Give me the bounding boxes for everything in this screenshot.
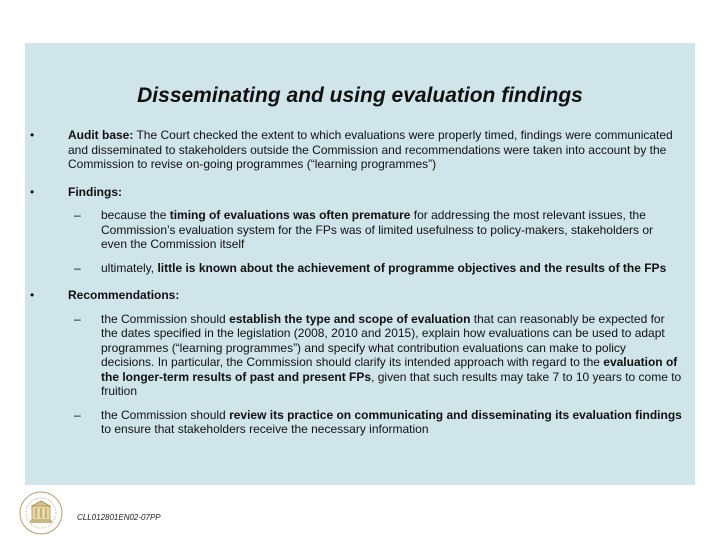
- rec-2-mid: to ensure that stakeholders receive the necessary information: [101, 422, 429, 436]
- rec-2-bold: review its practice on communicating and disseminating its evaluation findings: [229, 407, 682, 422]
- slide-content: [30, 128, 682, 450]
- bullet-mark: •: [30, 288, 35, 302]
- bullet-mark: •: [30, 184, 35, 199]
- finding-item-2: [30, 261, 682, 276]
- audit-base-label: Audit base:: [68, 128, 134, 142]
- finding-item-1: [30, 208, 682, 252]
- findings-label: Findings:: [68, 184, 122, 199]
- dash-mark: –: [74, 208, 81, 222]
- recommendation-item-1: [30, 312, 682, 399]
- rec-1-bold2: evaluation of the longer-term results of past and present FPs: [101, 355, 678, 384]
- bullet-recommendations: [30, 288, 682, 437]
- footer-reference: CLL012801EN02-07PP: [77, 513, 161, 522]
- finding-1-post: for addressing the most relevant issues, the Commission’s evaluation system for the FPs was of limited usefulness to policy-makers, stakeholders or even the Commission itself: [101, 208, 653, 251]
- finding-2-pre: ultimately,: [101, 260, 158, 275]
- slide-title: Disseminating and using evaluation findings: [137, 84, 583, 107]
- finding-1-bold: timing of evaluations was often premature: [169, 208, 411, 222]
- court-seal-icon: [18, 490, 64, 536]
- dash-mark: –: [74, 260, 81, 275]
- finding-2-bold: little is known about the achievement of programme objectives and the results of the FPs: [157, 260, 667, 275]
- bullet-findings: [30, 185, 682, 276]
- finding-1-pre: because the: [101, 208, 170, 222]
- rec-1-bold: establish the type and scope of evaluation: [229, 311, 471, 326]
- bullet-mark: •: [30, 128, 35, 142]
- rec-1-mid: that can reasonably be expected for the dates specified in the legislation (2008, 2010 and 2015), explain how evaluations can be used to adapt programmes (“learning programmes”) and specify what contribution evaluations can make to policy decisions. In particular, the Commission should clarify its intended approach with regard to the: [101, 311, 665, 369]
- dash-mark: –: [74, 407, 81, 422]
- recommendation-item-2: [30, 408, 682, 437]
- dash-mark: –: [74, 311, 81, 326]
- rec-1-post: , given that such results may take 7 to 10 years to come to fruition: [101, 369, 682, 398]
- recommendations-label: Recommendations:: [68, 288, 180, 302]
- rec-2-pre: the Commission should: [101, 407, 230, 422]
- bullet-audit-base: [30, 128, 682, 172]
- rec-1-pre: the Commission should: [101, 311, 230, 326]
- audit-base-text: The Court checked the extent to which evaluations were properly timed, findings were communicated and disseminated to stakeholders outside the Commission and recommendations were taken into account by the Commission to revise on-going programmes (“learning programmes”): [68, 128, 673, 171]
